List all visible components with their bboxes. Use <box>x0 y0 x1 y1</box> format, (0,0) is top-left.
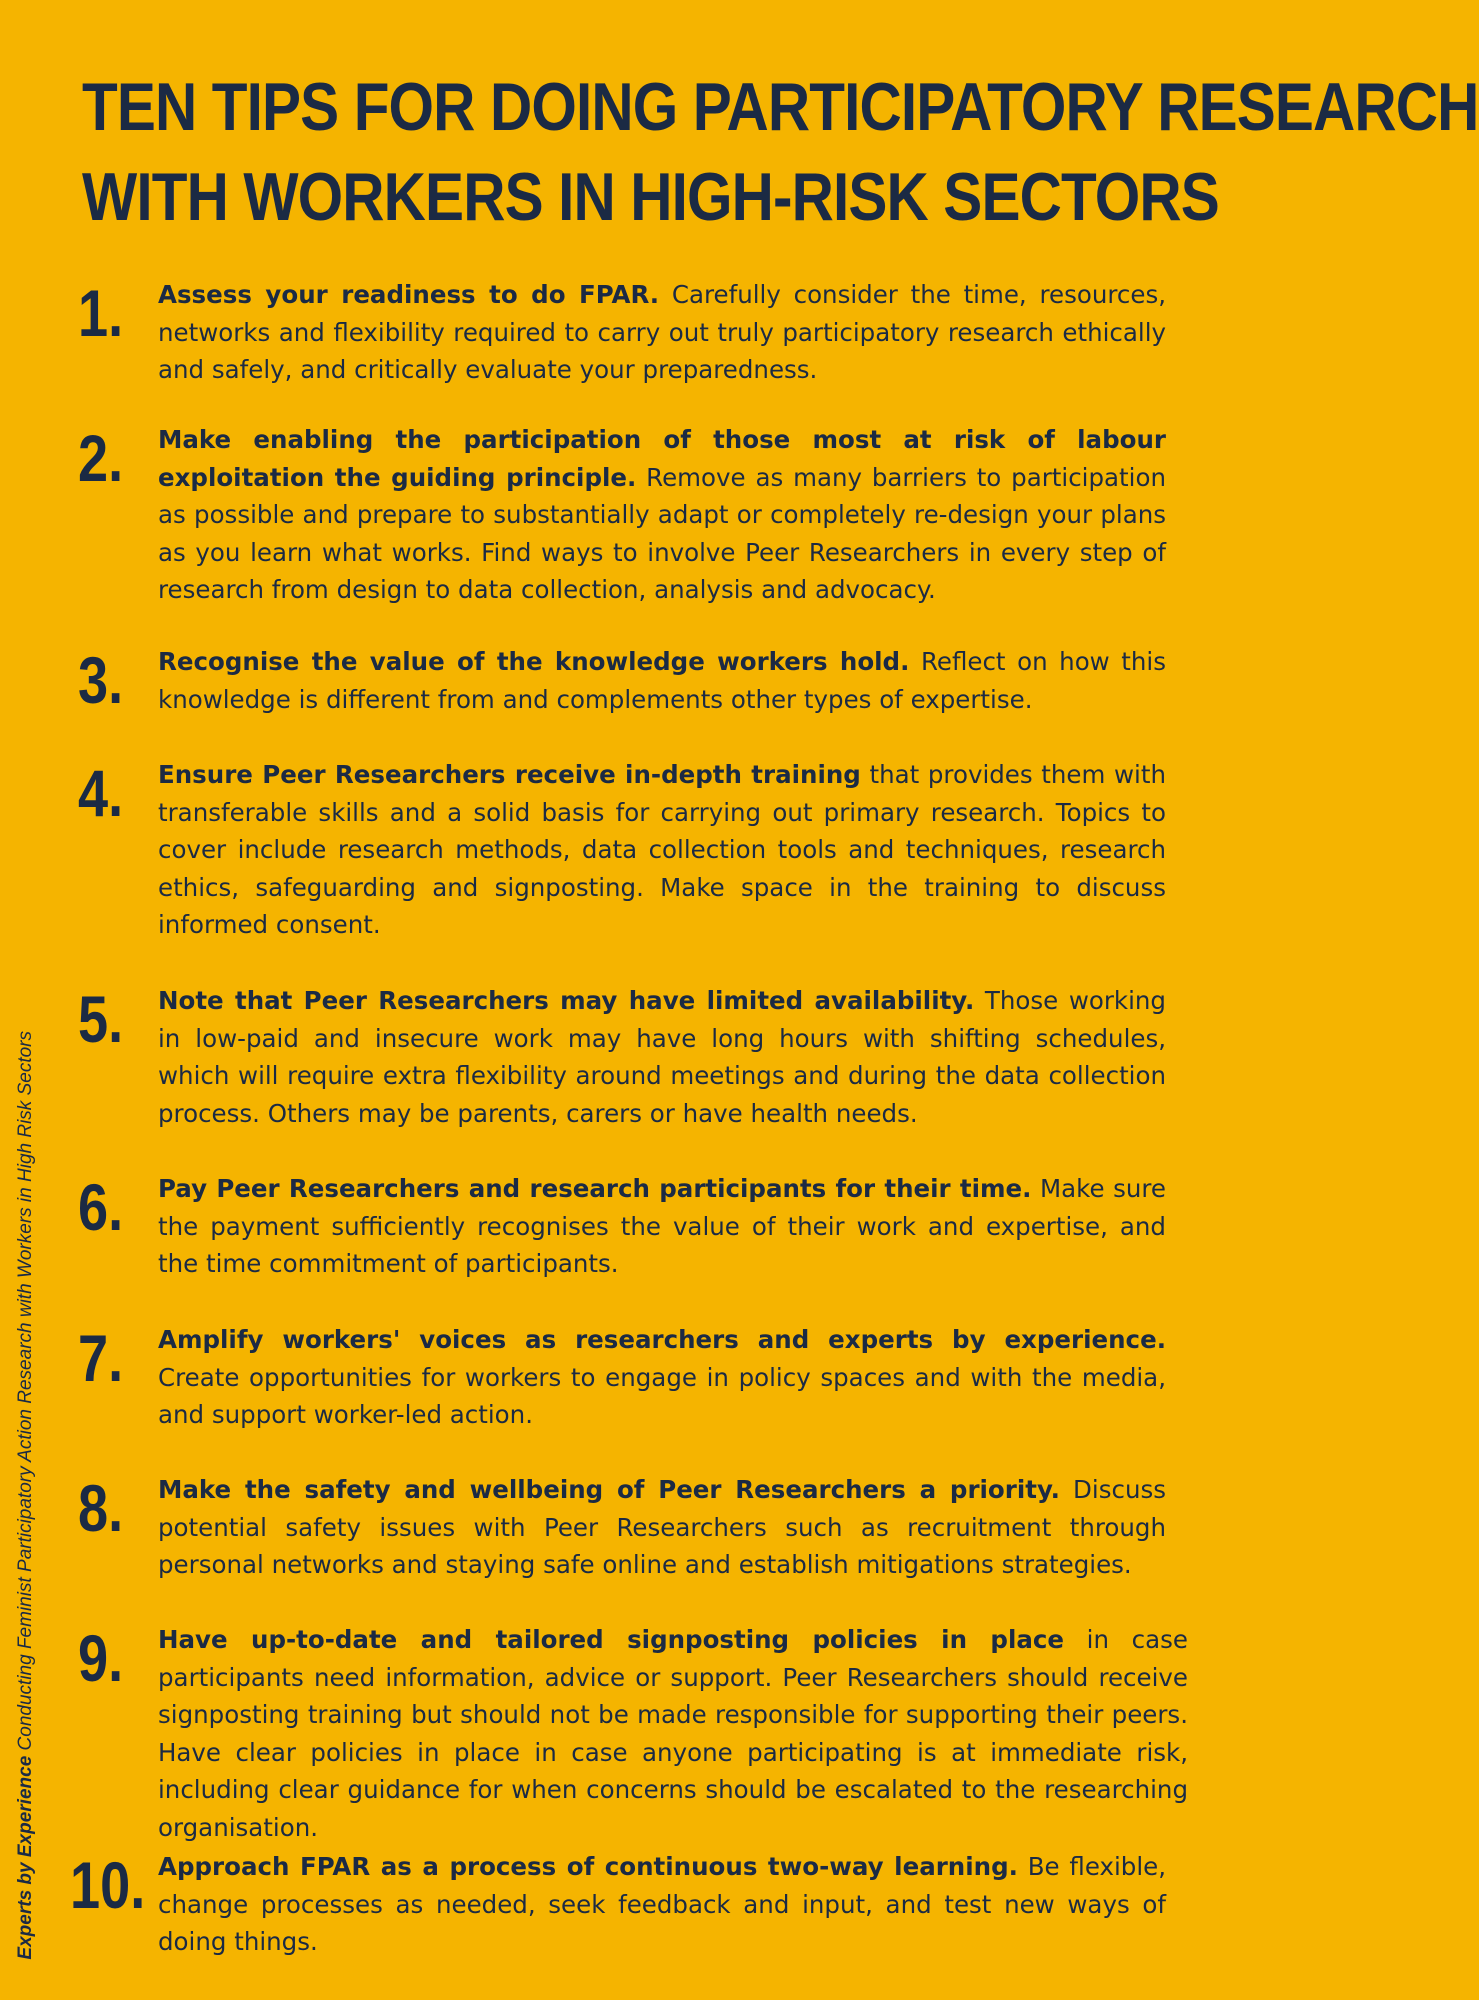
tip-body: Create opportunities for workers to engage in policy spaces and with the media, and support worker-led action. <box>158 1362 1166 1429</box>
tip-body: Discuss potential safety issues with Peer Researchers such as recruitment through personal networks and staying safe online and establish mitigations strategies. <box>158 1475 1166 1579</box>
tip-text <box>158 1848 1166 1961</box>
tip-text <box>158 982 1166 1132</box>
tip-heading: Pay Peer Researchers and research participants for their time. <box>158 1174 1032 1203</box>
tip-number: 6. <box>78 1170 124 1244</box>
tip-text <box>158 1471 1166 1584</box>
tip-body: in case participants need information, advice or support. Peer Researchers should receive signposting training but should not be made responsible for supporting their peers. Have clear policies in place in case anyone participating is at immediate risk, including clear guidance for when concerns should be escalated to the researching organisation. <box>158 1625 1188 1842</box>
tip-text <box>158 1170 1166 1283</box>
tip-heading: Approach FPAR as a process of continuous two-way learning. <box>158 1852 1018 1881</box>
tip-number: 5. <box>78 982 124 1056</box>
tip-number: 4. <box>78 756 124 830</box>
tip-body: Make sure the payment sufficiently recognises the value of their work and expertise, and the time commitment of participants. <box>158 1174 1166 1278</box>
tip-body: that provides them with transferable skills and a solid basis for carrying out primary research. Topics to cover include research methods, data collection tools and techniques, research ethics, safeguarding and signposting. Make space in the training to discuss informed consent. <box>158 760 1166 939</box>
tip-heading: Note that Peer Researchers may have limited availability. <box>158 986 975 1015</box>
tip-body: Those working in low-paid and insecure work may have long hours with shifting schedules, which will require extra flexibility around meetings and during the data collection process. Others may be parents, carers or have health needs. <box>158 986 1166 1128</box>
tip-number: 3. <box>78 643 124 717</box>
tip-text <box>158 1321 1166 1434</box>
tip-text <box>158 1621 1188 1846</box>
tip-heading: Make the safety and wellbeing of Peer Researchers a priority. <box>158 1475 1060 1504</box>
tip-heading: Recognise the value of the knowledge workers hold. <box>158 647 910 676</box>
tip-heading: Ensure Peer Researchers receive in-depth training <box>158 760 861 789</box>
tip-heading: Amplify workers' voices as researchers and experts by experience. <box>158 1325 1166 1354</box>
tip-number: 1. <box>78 276 124 350</box>
sidebar-brand: Experts by Experience <box>15 1756 36 1960</box>
tip-body: Remove as many barriers to participation as possible and prepare to substantially adapt or completely re-design your plans as you learn what works. Find ways to involve Peer Researchers in every step of research from design to data collection, analysis and advocacy. <box>158 462 1166 604</box>
tip-heading: Assess your readiness to do FPAR. <box>158 280 660 309</box>
sidebar-caption <box>15 1031 37 1960</box>
tip-text <box>158 276 1166 389</box>
tip-body: Be flexible, change processes as needed, seek feedback and input, and test new ways of doing things. <box>158 1852 1166 1956</box>
sidebar-subtitle: Conducting Feminist Participatory Action Research with Workers in High Risk Sectors <box>15 1031 36 1751</box>
tip-body: Carefully consider the time, resources, networks and flexibility required to carry out truly participatory research ethically and safely, and critically evaluate your preparedness. <box>158 280 1166 384</box>
tip-number: 9. <box>78 1621 124 1695</box>
title-line-2: WITH WORKERS IN HIGH-RISK SECTORS <box>82 159 1219 235</box>
tip-number: 7. <box>78 1321 124 1395</box>
tip-number: 8. <box>78 1471 124 1545</box>
tip-heading: Have up-to-date and tailored signposting policies in place <box>158 1625 1065 1654</box>
tip-heading: Make enabling the participation of those most at risk of labour exploitation the guiding principle. <box>158 425 1166 492</box>
tip-number: 10. <box>70 1848 146 1922</box>
tip-body: Reflect on how this knowledge is different from and complements other types of expertise. <box>158 647 1166 714</box>
tip-number: 2. <box>78 421 124 495</box>
title-line-1: TEN TIPS FOR DOING PARTICIPATORY RESEARCH <box>82 69 1479 145</box>
tip-text <box>158 421 1166 609</box>
tip-text <box>158 643 1166 718</box>
tip-text <box>158 756 1166 944</box>
